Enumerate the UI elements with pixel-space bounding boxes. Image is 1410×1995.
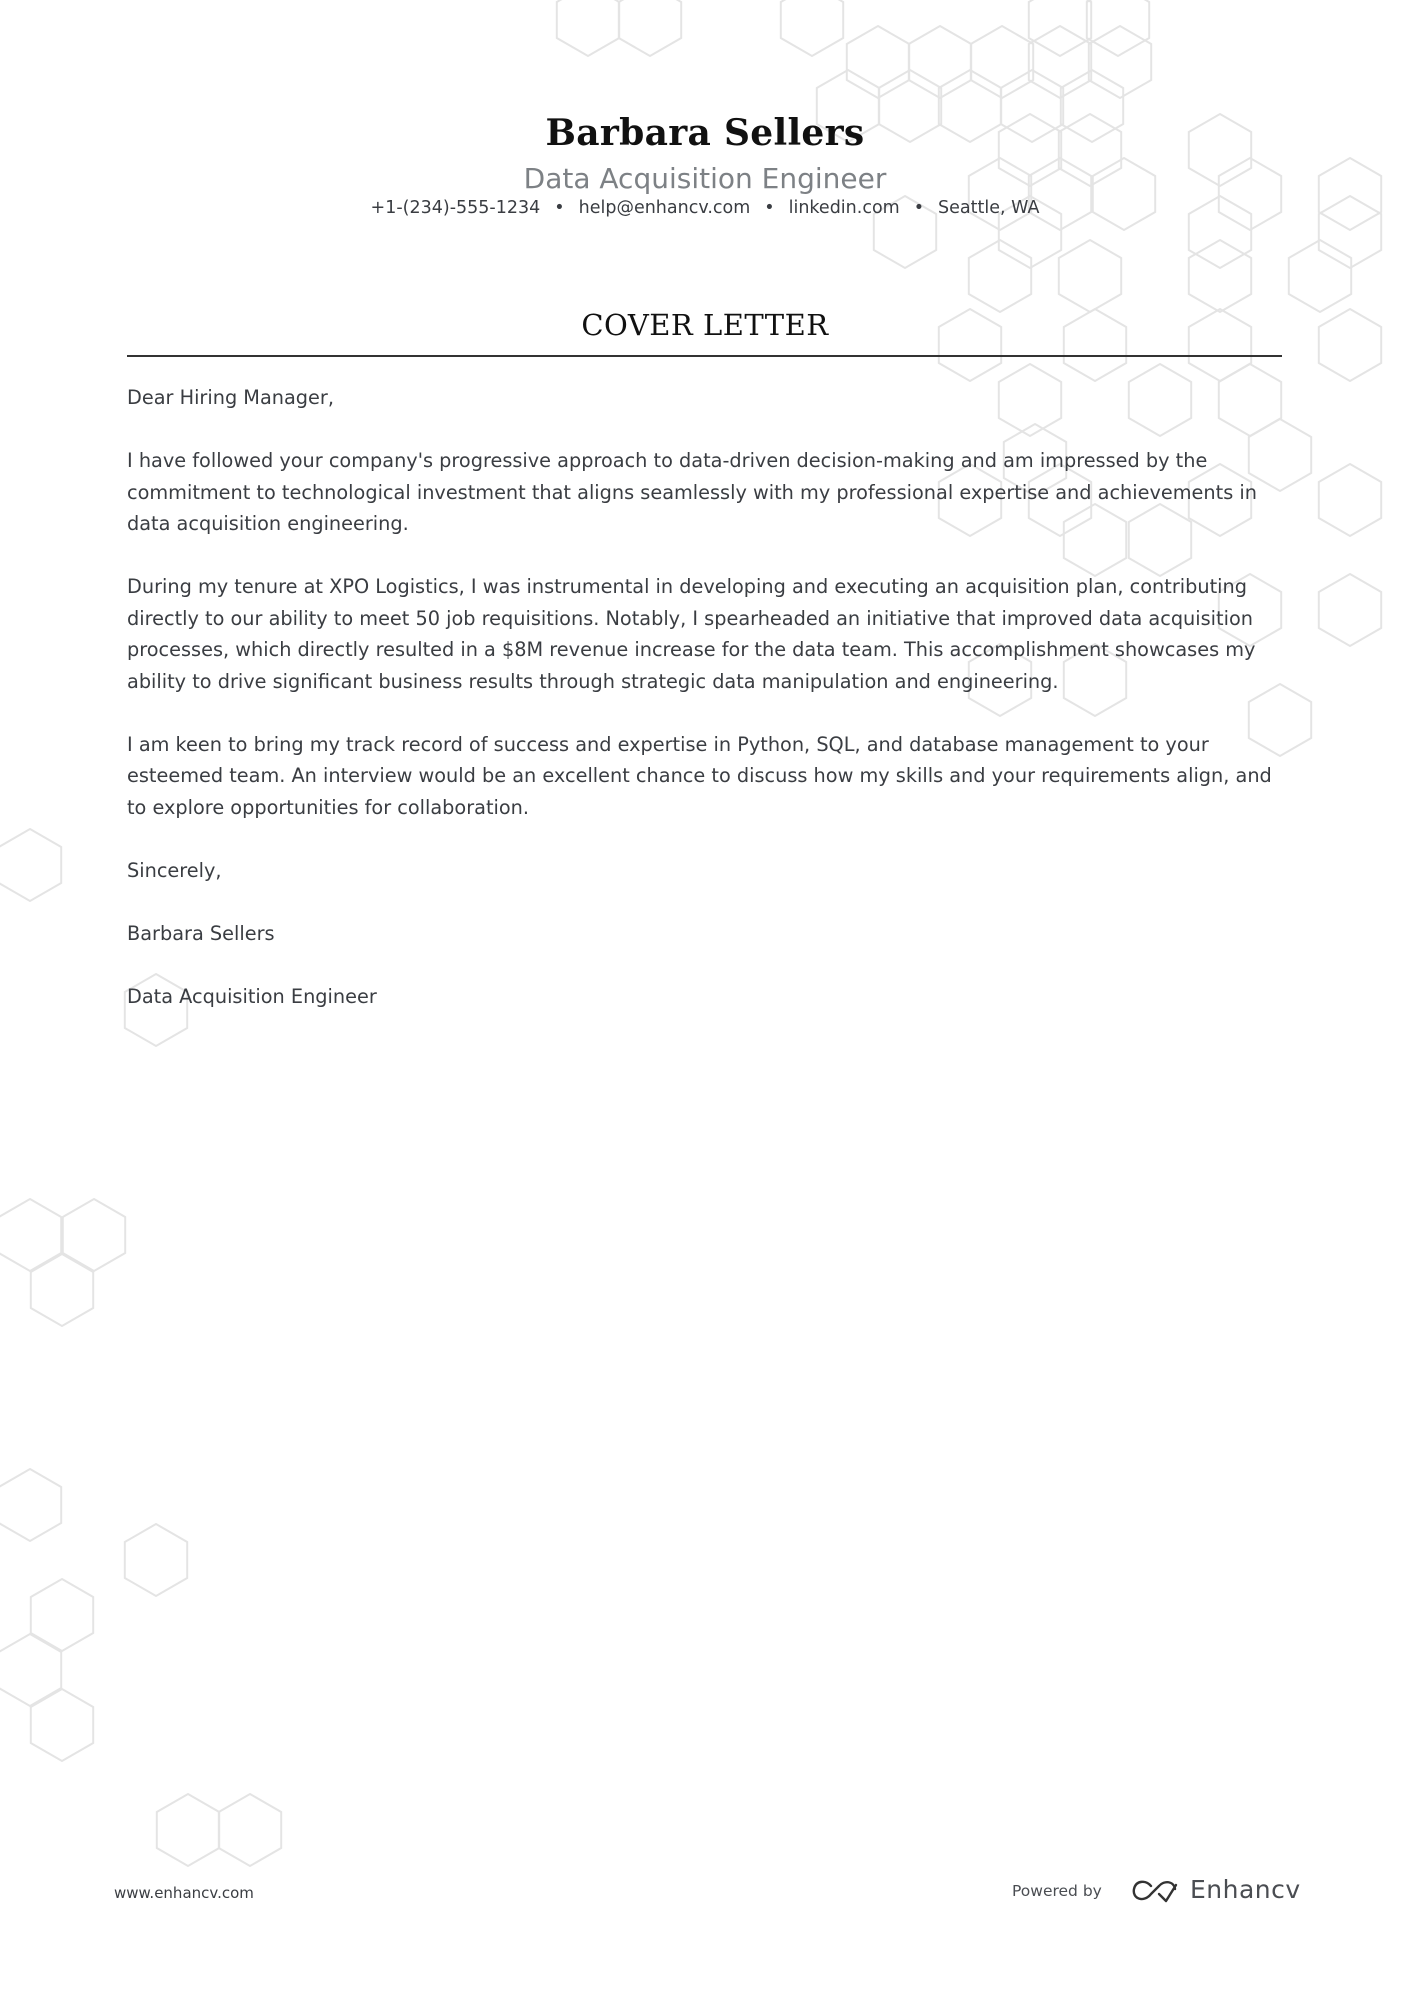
paragraph-intro: I have followed your company's progressive approach to data-driven decision-making and am impressed by the commitment to technological investment that aligns seamlessly with my professional expertise and achievements in data acquisition engineering. <box>127 449 1257 535</box>
letter-body <box>127 382 1287 1044</box>
applicant-name: Barbara Sellers <box>545 112 865 154</box>
signature-title: Data Acquisition Engineer <box>127 984 377 1008</box>
phone-text: +1-(234)-555-1234 <box>370 198 541 218</box>
heading-divider <box>127 355 1282 357</box>
email-link[interactable]: help@enhancv.com <box>578 198 751 218</box>
contact-line <box>0 198 1410 218</box>
paragraph-experience: During my tenure at XPO Logistics, I was instrumental in developing and executing an acquisition plan, contributing directly to our ability to meet 50 job requisitions. Notably, I spearheaded an initiative that improved data acquisition processes, which directly resulted in a $8M revenue increase for the data team. This accomplishment showcases my ability to drive significant business results through strategic data manipulation and engineering. <box>127 575 1256 693</box>
enhancv-brand-text[interactable]: Enhancv <box>1190 1875 1301 1904</box>
section-heading: COVER LETTER <box>581 308 829 342</box>
enhancv-logo-icon <box>1130 1877 1180 1907</box>
powered-by-label: Powered by <box>1012 1882 1102 1900</box>
signature-name: Barbara Sellers <box>127 921 275 945</box>
paragraph-closing: I am keen to bring my track record of success and expertise in Python, SQL, and database management to your esteemed team. An interview would be an excellent chance to discuss how my skills and your requirements align, and to explore opportunities for collaboration. <box>127 732 1272 819</box>
applicant-title: Data Acquisition Engineer <box>523 162 887 195</box>
separator-dot-icon: • <box>554 198 565 218</box>
linkedin-link[interactable]: linkedin.com <box>788 198 900 218</box>
separator-dot-icon: • <box>764 198 775 218</box>
closing-salutation: Sincerely, <box>127 858 222 882</box>
greeting: Dear Hiring Manager, <box>127 386 334 409</box>
footer-website-link[interactable]: www.enhancv.com <box>114 1884 254 1902</box>
location-text: Seattle, WA <box>938 198 1040 218</box>
separator-dot-icon: • <box>913 198 925 218</box>
